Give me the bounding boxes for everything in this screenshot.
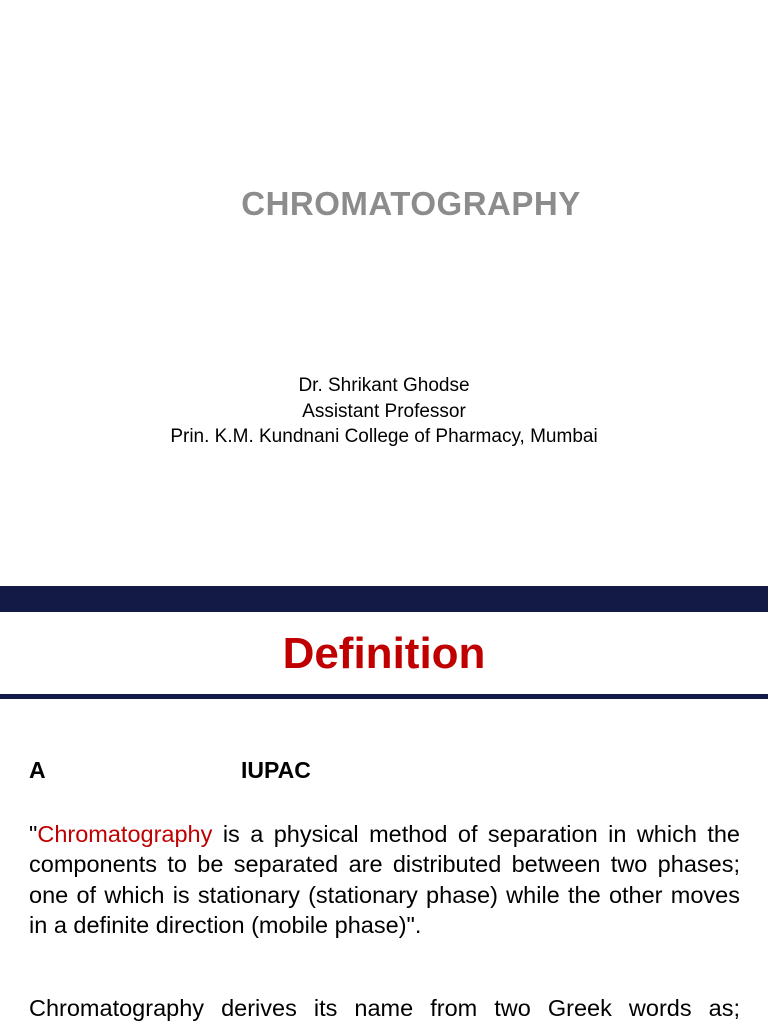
definition-paragraph xyxy=(29,819,740,940)
author-block xyxy=(0,373,768,450)
author-affiliation: Prin. K.M. Kundnani College of Pharmacy, Mumbai xyxy=(170,426,598,447)
definition-heading: Definition xyxy=(282,629,486,678)
definition-term: Chromatography xyxy=(37,821,213,847)
author-name: Dr. Shrikant Ghodse xyxy=(298,375,470,396)
label-a: A xyxy=(29,757,46,783)
slide-title: CHROMATOGRAPHY xyxy=(241,185,581,222)
slide-header-bar xyxy=(0,586,768,612)
derivation-paragraph: Chromatography derives its name from two Greek words as; xyxy=(29,995,740,1021)
definition-body: is a physical method of separation in which the components to be separated are distributed between two phases; one of which is stationary (stationary phase) while the other moves in a definite direction (mobile phase)". xyxy=(29,821,740,938)
author-role: Assistant Professor xyxy=(302,400,466,422)
label-iupac: IUPAC xyxy=(241,757,311,783)
open-quote: " xyxy=(29,821,38,847)
definition-slide xyxy=(0,612,768,1024)
heading-divider xyxy=(0,694,768,699)
